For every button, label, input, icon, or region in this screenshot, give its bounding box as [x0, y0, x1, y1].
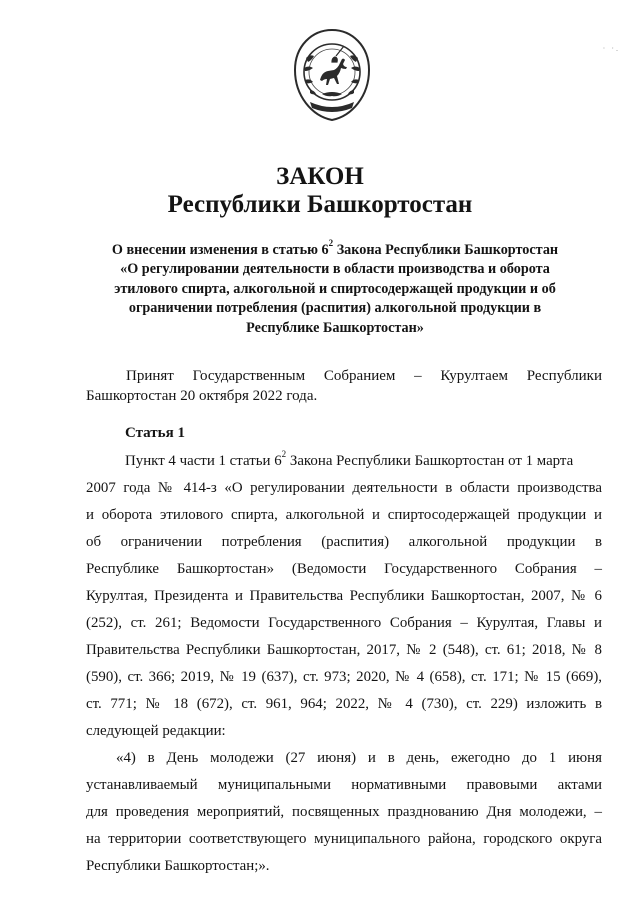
- article-line-7: (252), ст. 261; Ведомости Государственного Собрания – Курултая, Главы и: [86, 615, 602, 631]
- law-subtitle: [70, 238, 600, 338]
- article-line-1: Пункт 4 части 1 статьи $6^2$ Закона Республики Башкортостан от 1 марта: [125, 449, 574, 469]
- quote-line-2: устанавливаемый муниципальными нормативными правовыми актами: [86, 777, 602, 793]
- quote-line-5: Республики Башкортостан;».: [86, 858, 270, 874]
- coat-of-arms-emblem: [292, 28, 372, 122]
- article-line-9: (590), ст. 366; 2019, № 19 (637), ст. 973; 2020, № 4 (658), ст. 171; № 15 (669),: [86, 669, 602, 685]
- law-title: ЗАКОН: [276, 163, 364, 190]
- article-line-8: Правительства Республики Башкортостан, 2017, № 2 (548), ст. 61; 2018, № 8: [86, 642, 602, 658]
- quote-line-4: на территории соответствующего муниципального района, городского округа: [86, 831, 602, 847]
- article-heading: Статья 1: [125, 425, 185, 441]
- adoption-note-line-2: Башкортостан 20 октября 2022 года.: [86, 388, 318, 404]
- article-line-10: ст. 771; № 18 (672), ст. 961, 964; 2022, № 4 (730), ст. 229) изложить в: [86, 696, 602, 712]
- subtitle-line-4: ограничении потребления (распития) алкогольной продукции в: [128, 300, 542, 317]
- coat-of-arms-icon: [292, 28, 372, 122]
- subtitle-line-3: этилового спирта, алкогольной и спиртосодержащей продукции и об: [114, 280, 556, 297]
- scan-mark: · ·.: [602, 44, 620, 53]
- article-line-11: следующей редакции:: [86, 723, 226, 739]
- subtitle-line-1: О внесении изменения в статью $6^2$ Закона Республики Башкортостан: [111, 238, 559, 258]
- article-line-2: 2007 года № 414-з «О регулировании деятельности в области производства: [86, 480, 602, 496]
- subtitle-line-2: «О регулировании деятельности в области производства и оборота: [120, 261, 550, 278]
- quote-line-1: «4) в День молодежи (27 июня) и в день, ежегодно до 1 июня: [116, 750, 602, 766]
- article-line-4: об ограничении потребления (распития) алкогольной продукции в: [86, 534, 602, 550]
- subtitle-line-5: Республике Башкортостан»: [246, 319, 424, 336]
- article-line-3: и оборота этилового спирта, алкогольной и спиртосодержащей продукции и: [86, 507, 602, 523]
- article-line-5: Республике Башкортостан» (Ведомости Государственного Собрания –: [86, 561, 602, 577]
- article-line-6: Курултая, Президента и Правительства Республики Башкортостан, 2007, № 6: [86, 588, 602, 604]
- adoption-note-line-1: Принят Государственным Собранием – Курултаем Республики: [126, 368, 602, 384]
- quote-line-3: для проведения мероприятий, посвященных празднованию Дня молодежи, –: [86, 804, 602, 820]
- law-title-republic: Республики Башкортостан: [167, 191, 473, 218]
